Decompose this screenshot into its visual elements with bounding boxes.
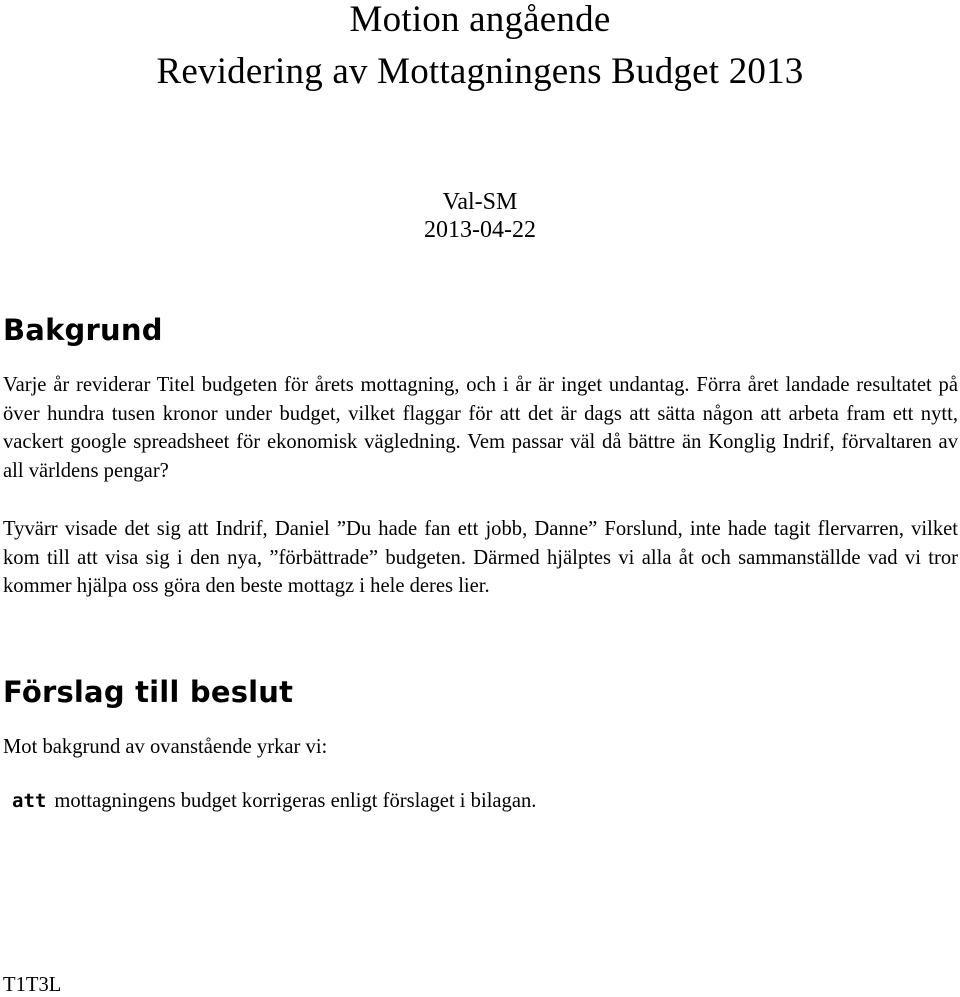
section-heading-background: Bakgrund (3, 313, 163, 347)
footer-code: T1T3L (3, 974, 62, 996)
motion-keyword: att (12, 790, 47, 812)
document-title-line-1: Motion angående (349, 0, 611, 40)
motion-item (12, 787, 536, 815)
document-date: 2013-04-22 (424, 217, 536, 243)
document-title-line-2: Revidering av Mottagningens Budget 2013 (156, 51, 804, 92)
section-heading-proposal: Förslag till beslut (3, 675, 294, 709)
background-paragraph-1: Varje år reviderar Titel budgeten för årets mottagning, och i år är inget undantag. Förra året landade resultatet på över hundra tusen kronor under budget, vilket flaggar för att det är dags att sätta någon att arbeta fram ett nytt, vackert google spreadsheet för ekonomisk vägledning. Vem passar väl då bättre än Konglig Indrif, förvaltaren av all världens pengar? (3, 374, 958, 482)
document-author: Val-SM (442, 189, 518, 215)
proposal-intro: Mot bakgrund av ovanstående yrkar vi: (3, 736, 328, 758)
background-paragraph-2: Tyvärr visade det sig att Indrif, Daniel ”Du hade fan ett jobb, Danne” Forslund, inte hade tagit flervarren, vilket kom till att visa sig i den nya, ”förbättrade” budgeten. Därmed hjälptes vi alla åt och sammanställde vad vi tror kommer hjälpa oss göra den beste mottagz i hele deres lier. (3, 518, 958, 597)
motion-text: mottagningens budget korrigeras enligt förslaget i bilagan. (54, 790, 537, 812)
